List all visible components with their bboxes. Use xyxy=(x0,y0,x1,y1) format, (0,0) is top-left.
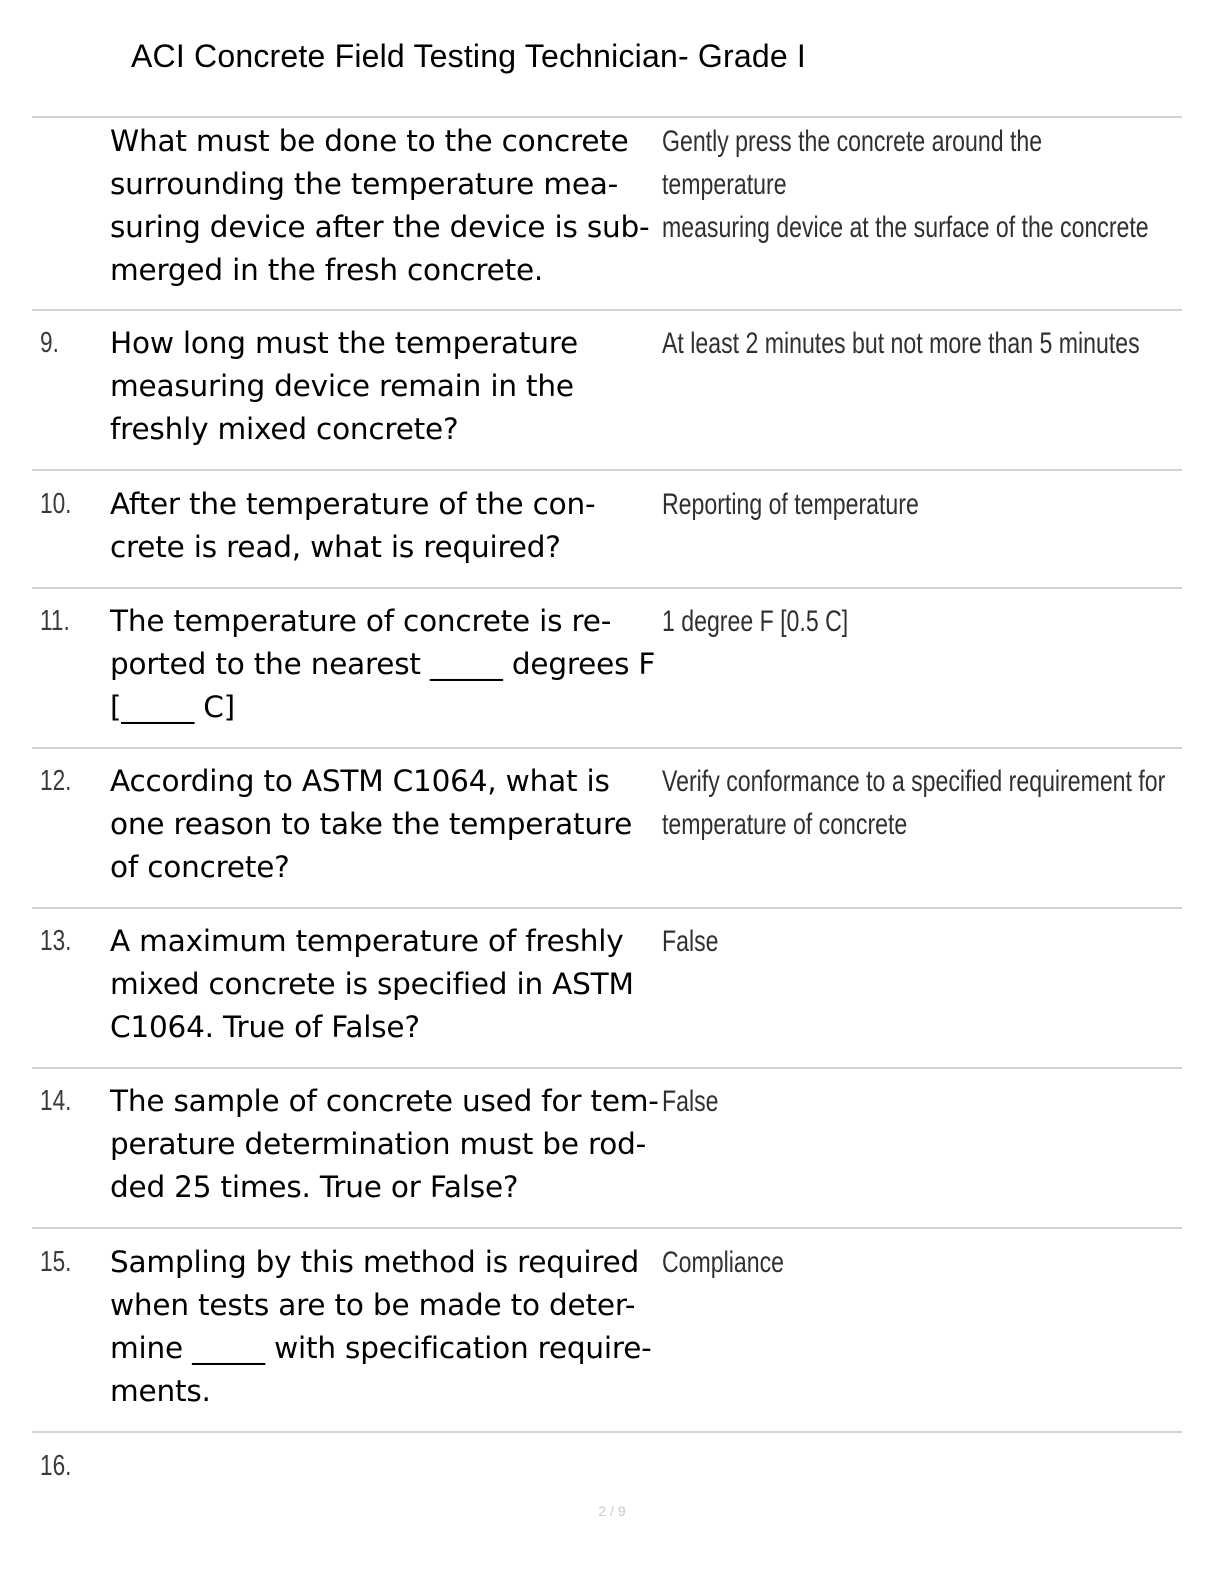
question-number: 12. xyxy=(40,765,72,797)
question-text: The temperature of concrete is re- ported to the nearest _____ degrees F [_____ C] xyxy=(110,604,656,724)
answer-text: Verify conformance to a specified requirement for temperature of concrete xyxy=(662,765,1166,841)
answer-text: At least 2 minutes but not more than 5 minutes xyxy=(662,327,1140,360)
question-number: 16. xyxy=(40,1450,72,1482)
row-divider xyxy=(32,747,1182,749)
question-number: 14. xyxy=(40,1085,72,1117)
row-divider xyxy=(32,907,1182,909)
row-divider xyxy=(32,1067,1182,1069)
question-number: 10. xyxy=(40,488,72,520)
question-number: 15. xyxy=(40,1246,72,1278)
document-title: ACI Concrete Field Testing Technician- Grade I xyxy=(131,38,807,74)
answer-text: 1 degree F [0.5 C] xyxy=(662,605,849,638)
row-divider xyxy=(32,1431,1182,1433)
question-number: 11. xyxy=(40,605,70,637)
question-text: A maximum temperature of freshly mixed concrete is specified in ASTM C1064. True of False? xyxy=(110,924,634,1044)
row-divider xyxy=(32,587,1182,589)
question-number: 9. xyxy=(40,327,59,359)
row-divider xyxy=(32,116,1182,118)
page-indicator: 2 / 9 xyxy=(598,1503,626,1519)
question-number: 13. xyxy=(40,925,72,957)
question-text: Sampling by this method is required when tests are to be made to deter- mine _____ with specification require- ments. xyxy=(110,1245,652,1408)
question-text: According to ASTM C1064, what is one reason to take the temperature of concrete? xyxy=(110,764,633,884)
question-text: How long must the temperature measuring device remain in the freshly mixed concrete? xyxy=(110,326,578,446)
answer-text: Reporting of temperature xyxy=(662,488,919,521)
answer-text: False xyxy=(662,925,719,958)
question-text: After the temperature of the con- crete is read, what is required? xyxy=(110,487,596,564)
answer-text: Compliance xyxy=(662,1246,784,1279)
answer-text: Gently press the concrete around the temperature measuring device at the surface of the concrete xyxy=(662,125,1149,244)
answer-text: False xyxy=(662,1085,719,1118)
question-text: What must be done to the concrete surrounding the temperature mea- suring device after the device is sub- merged in the fresh concrete. xyxy=(110,124,650,287)
question-text: The sample of concrete used for tem- perature determination must be rod- ded 25 times. True or False? xyxy=(110,1084,659,1204)
row-divider xyxy=(32,1227,1182,1229)
row-divider xyxy=(32,309,1182,311)
row-divider xyxy=(32,469,1182,471)
